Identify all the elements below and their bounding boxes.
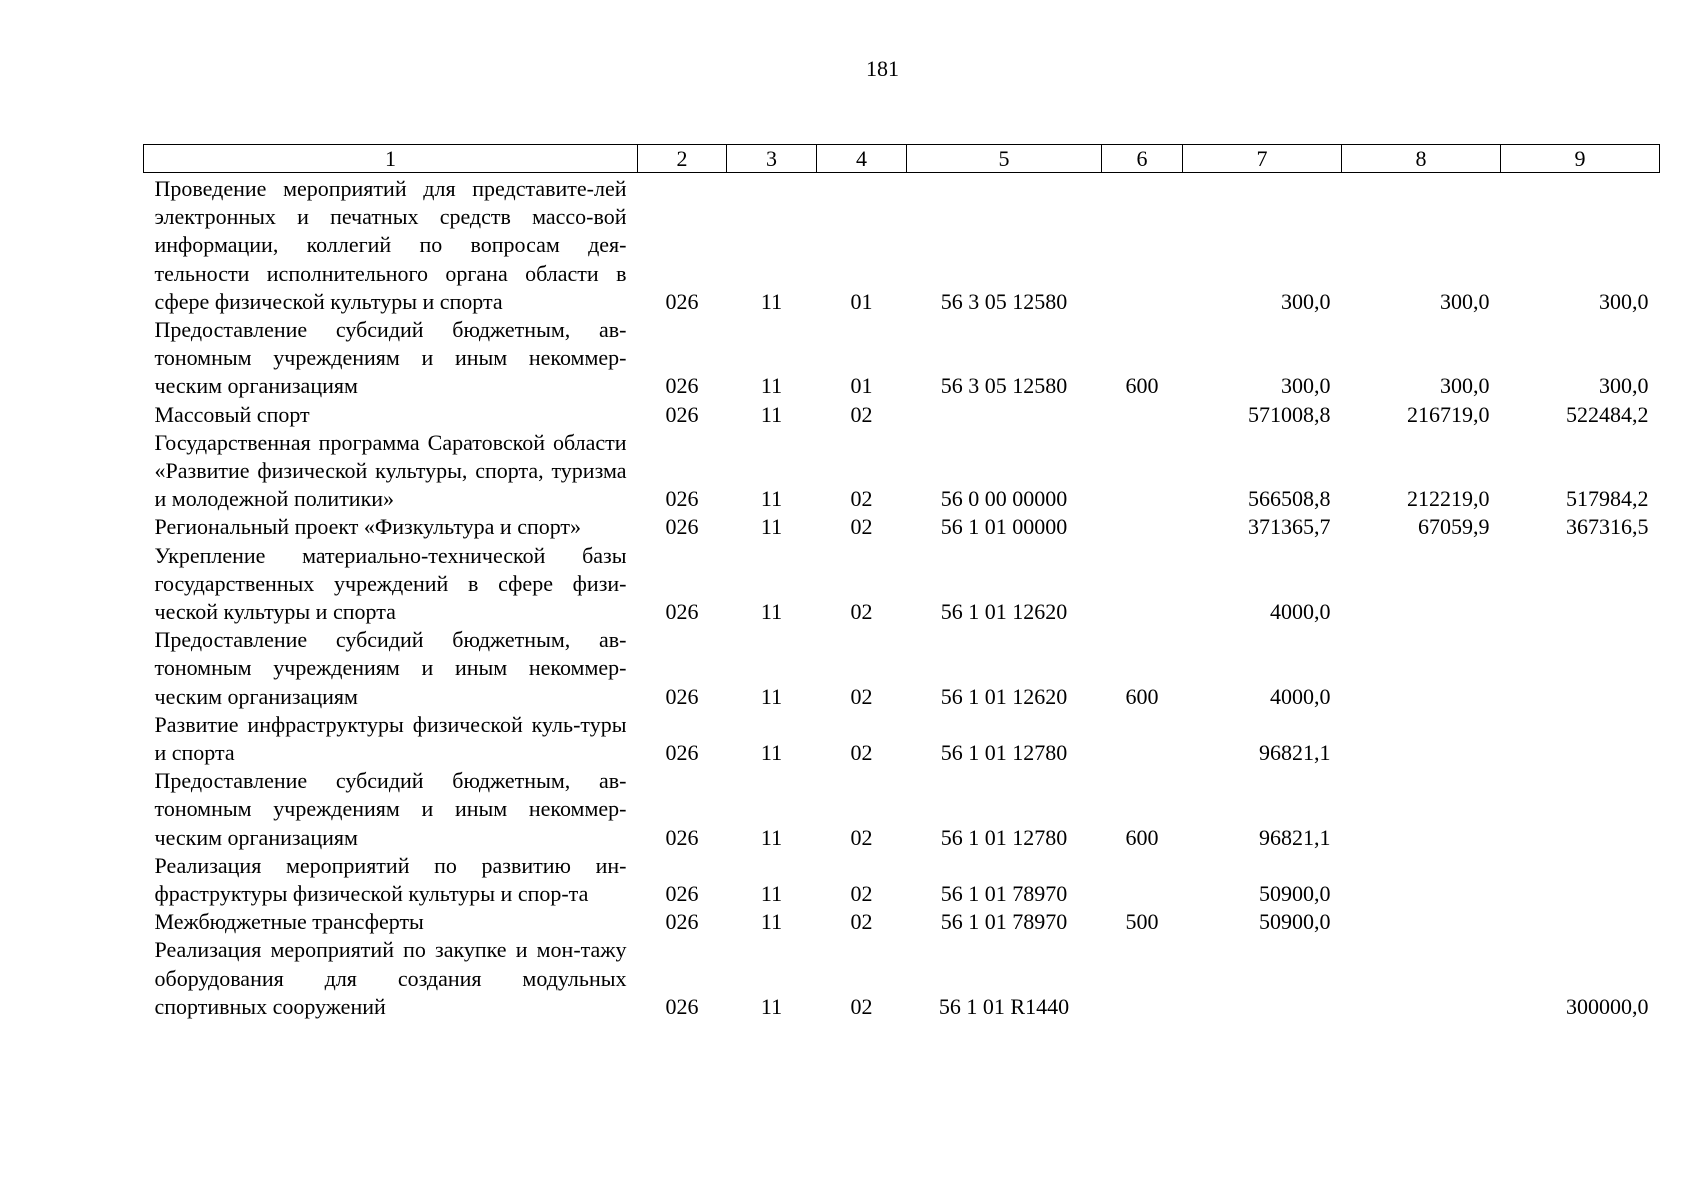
- amount-col8: 67059,9: [1418, 514, 1490, 540]
- ministry-code: 026: [665, 373, 699, 399]
- section-code: 11: [760, 683, 783, 709]
- header-cell: 3: [727, 145, 817, 173]
- amount-col8: [1342, 908, 1501, 936]
- amount-col9: [1501, 852, 1660, 908]
- subsection-code: 02: [850, 683, 873, 709]
- header-cell: 6: [1102, 145, 1183, 173]
- amount-col7: 300,0: [1281, 288, 1331, 314]
- target-article-code: 56 0 00 00000: [940, 486, 1068, 512]
- subsection-code: 02: [850, 599, 873, 625]
- ministry-code: 026: [665, 599, 699, 625]
- target-article-code: 56 1 01 78970: [940, 881, 1068, 907]
- ministry-code: 026: [665, 909, 699, 935]
- amount-col9: [1501, 767, 1660, 852]
- amount-col9: 300,0: [1599, 288, 1649, 314]
- section-code: 11: [760, 993, 783, 1019]
- amount-col8: 212219,0: [1407, 486, 1490, 512]
- item-name: Развитие инфраструктуры физической куль-туры и спорта: [154, 711, 627, 766]
- amount-col9: [1501, 626, 1660, 711]
- section-code: 11: [760, 824, 783, 850]
- item-name: Укрепление материально-технической базы государственных учреждений в сфере физи-ческой культуры и спорта: [154, 542, 627, 625]
- amount-col8: 300,0: [1440, 288, 1490, 314]
- ministry-code: 026: [665, 486, 699, 512]
- item-name: Межбюджетные трансферты: [154, 909, 424, 935]
- section-code: 11: [760, 373, 783, 399]
- target-article-code: [907, 401, 1102, 429]
- target-article-code: 56 1 01 78970: [940, 909, 1068, 935]
- amount-col7: 50900,0: [1259, 909, 1331, 935]
- table-row: [144, 767, 1660, 852]
- ministry-code: 026: [665, 288, 699, 314]
- table-row: [144, 908, 1660, 936]
- table-body: [144, 173, 1660, 1022]
- subsection-code: 01: [850, 373, 873, 399]
- amount-col9: 522484,2: [1566, 401, 1649, 427]
- subsection-code: 02: [850, 740, 873, 766]
- ministry-code: 026: [665, 683, 699, 709]
- target-article-code: 56 1 01 12780: [940, 824, 1068, 850]
- budget-table: [143, 144, 1660, 1021]
- expense-type-code: [1102, 936, 1183, 1021]
- expense-type-code: 600: [1125, 824, 1159, 850]
- subsection-code: 02: [850, 993, 873, 1019]
- table-row: [144, 711, 1660, 767]
- amount-col7: 571008,8: [1248, 401, 1331, 427]
- ministry-code: 026: [665, 401, 699, 427]
- item-name: Проведение мероприятий для представите-лей электронных и печатных средств массо-вой информации, коллегий по вопросам дея-тельности исполнительного органа области в сфере физической культуры и спорта: [154, 176, 627, 314]
- target-article-code: 56 1 01 R1440: [938, 993, 1070, 1019]
- table-row: [144, 401, 1660, 429]
- header-cell: 9: [1501, 145, 1660, 173]
- subsection-code: 02: [850, 486, 873, 512]
- header-cell: 8: [1342, 145, 1501, 173]
- amount-col8: [1342, 626, 1501, 711]
- header-cell: 2: [638, 145, 727, 173]
- expense-type-code: [1102, 711, 1183, 767]
- amount-col7: 4000,0: [1270, 599, 1331, 625]
- target-article-code: 56 1 01 00000: [940, 514, 1068, 540]
- amount-col9: 517984,2: [1566, 486, 1649, 512]
- amount-col7: 300,0: [1281, 373, 1331, 399]
- amount-col7: 4000,0: [1270, 683, 1331, 709]
- target-article-code: 56 1 01 12780: [940, 740, 1068, 766]
- target-article-code: 56 1 01 12620: [940, 683, 1068, 709]
- section-code: 11: [760, 909, 783, 935]
- section-code: 11: [760, 881, 783, 907]
- table-row: [144, 316, 1660, 401]
- amount-col7: 566508,8: [1248, 486, 1331, 512]
- header-cell: 5: [907, 145, 1102, 173]
- section-code: 11: [760, 514, 783, 540]
- section-code: 11: [760, 740, 783, 766]
- item-name: Предоставление субсидий бюджетным, ав-тономным учреждениям и иным некоммер-ческим организациям: [154, 317, 627, 399]
- amount-col8: [1342, 542, 1501, 627]
- ministry-code: 026: [665, 824, 699, 850]
- table-row: [144, 173, 1660, 317]
- header-cell: 4: [817, 145, 907, 173]
- section-code: 11: [760, 288, 783, 314]
- header-cell: 1: [144, 145, 638, 173]
- amount-col8: 216719,0: [1407, 401, 1490, 427]
- section-code: 11: [760, 486, 783, 512]
- amount-col8: [1342, 852, 1501, 908]
- subsection-code: 02: [850, 514, 873, 540]
- amount-col7: 371365,7: [1248, 514, 1331, 540]
- amount-col7: [1183, 936, 1342, 1021]
- target-article-code: 56 1 01 12620: [940, 599, 1068, 625]
- amount-col7: 50900,0: [1259, 881, 1331, 907]
- amount-col7: 96821,1: [1259, 740, 1331, 766]
- expense-type-code: [1102, 513, 1183, 541]
- item-name: Предоставление субсидий бюджетным, ав-тономным учреждениям и иным некоммер-ческим организациям: [154, 768, 627, 850]
- header-cell: 7: [1183, 145, 1342, 173]
- table-row: [144, 513, 1660, 541]
- amount-col8: [1342, 711, 1501, 767]
- target-article-code: 56 3 05 12580: [940, 288, 1068, 314]
- ministry-code: 026: [665, 881, 699, 907]
- section-code: 11: [760, 599, 783, 625]
- section-code: 11: [760, 401, 783, 427]
- table-row: [144, 626, 1660, 711]
- amount-col9: [1501, 908, 1660, 936]
- expense-type-code: [1102, 852, 1183, 908]
- subsection-code: 02: [850, 824, 873, 850]
- amount-col9: [1501, 542, 1660, 627]
- amount-col8: 300,0: [1440, 373, 1490, 399]
- table-row: [144, 936, 1660, 1021]
- expense-type-code: 600: [1125, 373, 1159, 399]
- table-row: [144, 852, 1660, 908]
- amount-col9: 367316,5: [1566, 514, 1649, 540]
- item-name: Государственная программа Саратовской области «Развитие физической культуры, спорта, туризма и молодежной политики»: [154, 429, 627, 512]
- subsection-code: 02: [850, 401, 873, 427]
- table-row: [144, 542, 1660, 627]
- expense-type-code: 600: [1125, 683, 1159, 709]
- amount-col8: [1342, 767, 1501, 852]
- subsection-code: 01: [850, 288, 873, 314]
- item-name: Региональный проект «Физкультура и спорт»: [154, 514, 582, 540]
- ministry-code: 026: [665, 993, 699, 1019]
- amount-col7: 96821,1: [1259, 824, 1331, 850]
- subsection-code: 02: [850, 881, 873, 907]
- amount-col9: [1501, 711, 1660, 767]
- target-article-code: 56 3 05 12580: [940, 373, 1068, 399]
- expense-type-code: [1102, 401, 1183, 429]
- header-row: [144, 145, 1660, 173]
- ministry-code: 026: [665, 514, 699, 540]
- item-name: Предоставление субсидий бюджетным, ав-тономным учреждениям и иным некоммер-ческим организациям: [154, 627, 627, 709]
- page-number: 181: [866, 56, 899, 81]
- expense-type-code: [1102, 542, 1183, 627]
- item-name: Массовый спорт: [154, 401, 310, 427]
- amount-col9: 300,0: [1599, 373, 1649, 399]
- ministry-code: 026: [665, 740, 699, 766]
- table-row: [144, 429, 1660, 514]
- amount-col9: 300000,0: [1566, 993, 1649, 1019]
- amount-col8: [1342, 936, 1501, 1021]
- expense-type-code: [1102, 173, 1183, 317]
- expense-type-code: [1102, 429, 1183, 514]
- item-name: Реализация мероприятий по закупке и мон-тажу оборудования для создания модульных спортивных сооружений: [154, 937, 627, 1019]
- subsection-code: 02: [850, 909, 873, 935]
- item-name: Реализация мероприятий по развитию ин-фраструктуры физической культуры и спор-та: [154, 852, 627, 907]
- expense-type-code: 500: [1125, 909, 1159, 935]
